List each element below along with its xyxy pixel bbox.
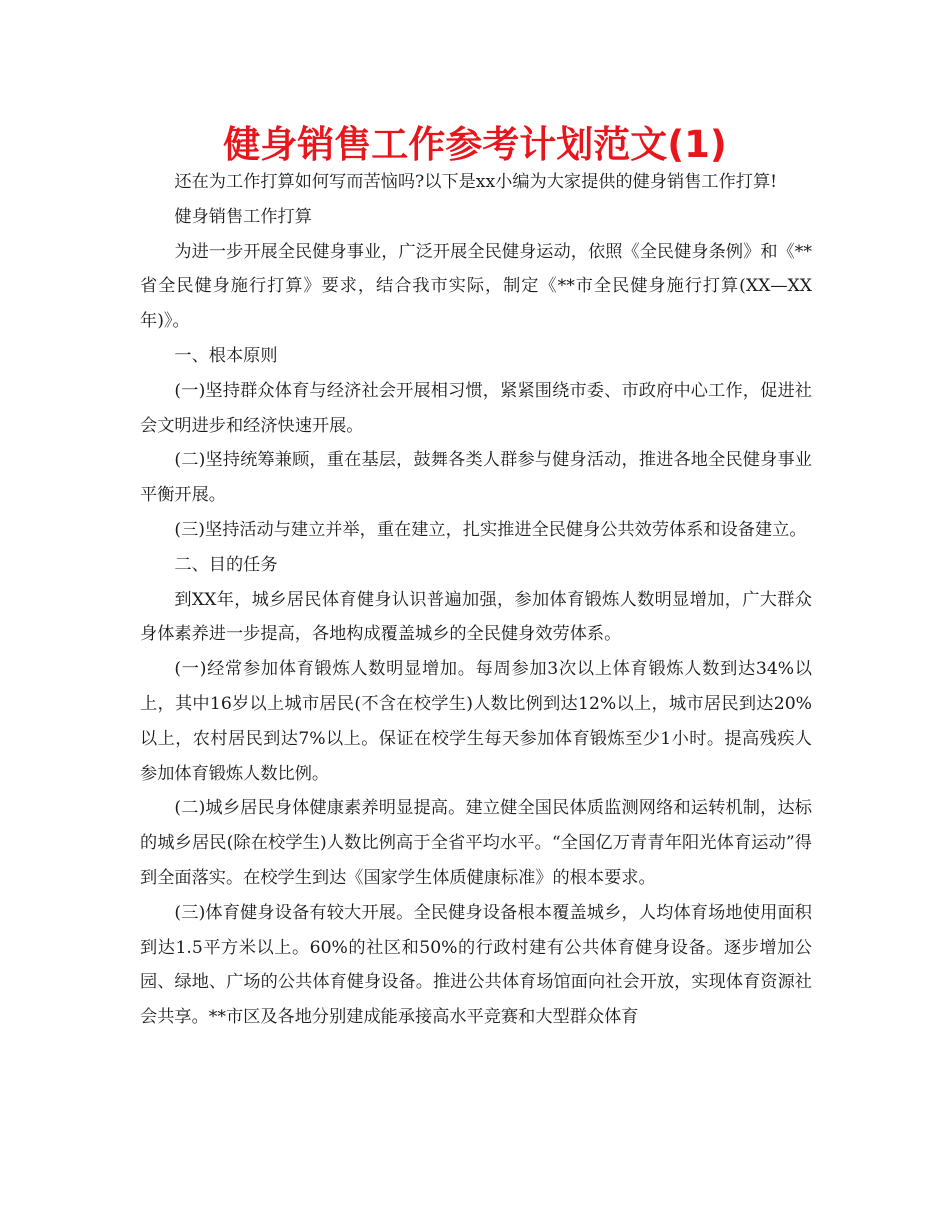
section-heading: 二、目的任务 (174, 554, 278, 575)
section-heading: 一、根本原则 (174, 345, 278, 366)
body-paragraph: (二)城乡居民身体健康素养明显提高。建立健全国民体质监测网络和运转机制，达标的城乡居民(除在校学生)人数比例高于全省平均水平。“全国亿万青青年阳光体育运动”得到全面落实。在校学生到达《国家学生体质健康标准》的根本要求。 (140, 798, 812, 888)
document-body (140, 165, 812, 1035)
section-heading: 健身销售工作打算 (174, 206, 312, 227)
intro-paragraph: 还在为工作打算如何写而苦恼吗?以下是xx小编为大家提供的健身销售工作打算! (174, 172, 778, 192)
body-paragraph: 为进一步开展全民健身事业，广泛开展全民健身运动，依照《全民健身条例》和《**省全民健身施行打算》要求，结合我市实际，制定《**市全民健身施行打算(XX—XX年)》。 (140, 241, 812, 332)
body-paragraph: (一)坚持群众体育与经济社会开展相习惯，紧紧围绕市委、市政府中心工作，促进社会文明进步和经济快速开展。 (140, 380, 812, 436)
body-paragraph: (三)坚持活动与建立并举，重在建立，扎实推进全民健身公共效劳体系和设备建立。 (174, 519, 807, 540)
body-paragraph: (一)经常参加体育锻炼人数明显增加。每周参加3次以上体育锻炼人数到达34%以上，其中16岁以上城市居民(不含在校学生)人数比例到达12%以上，城市居民到达20%以上，农村居民到达7%以上。保证在校学生每天参加体育锻炼至少1小时。提高残疾人参加体育锻炼人数比例。 (140, 659, 812, 784)
body-paragraph: 到XX年，城乡居民体育健身认识普遍加强，参加体育锻炼人数明显增加，广大群众身体素养进一步提高，各地构成覆盖城乡的全民健身效劳体系。 (140, 589, 812, 645)
document-title: 健身销售工作参考计划范文(1) (223, 123, 727, 166)
body-paragraph: (二)坚持统筹兼顾，重在基层，鼓舞各类人群参与健身活动，推进各地全民健身事业平衡开展。 (140, 450, 812, 506)
body-paragraph: (三)体育健身设备有较大开展。全民健身设备根本覆盖城乡，人均体育场地使用面积到达1.5平方米以上。60%的社区和50%的行政村建有公共体育健身设备。逐步增加公园、绿地、广场的公共体育健身设备。推进公共体育场馆面向社会开放，实现体育资源社会共享。**市区及各地分别建成能承接高水平竞赛和大型群众体育 (140, 902, 812, 1028)
